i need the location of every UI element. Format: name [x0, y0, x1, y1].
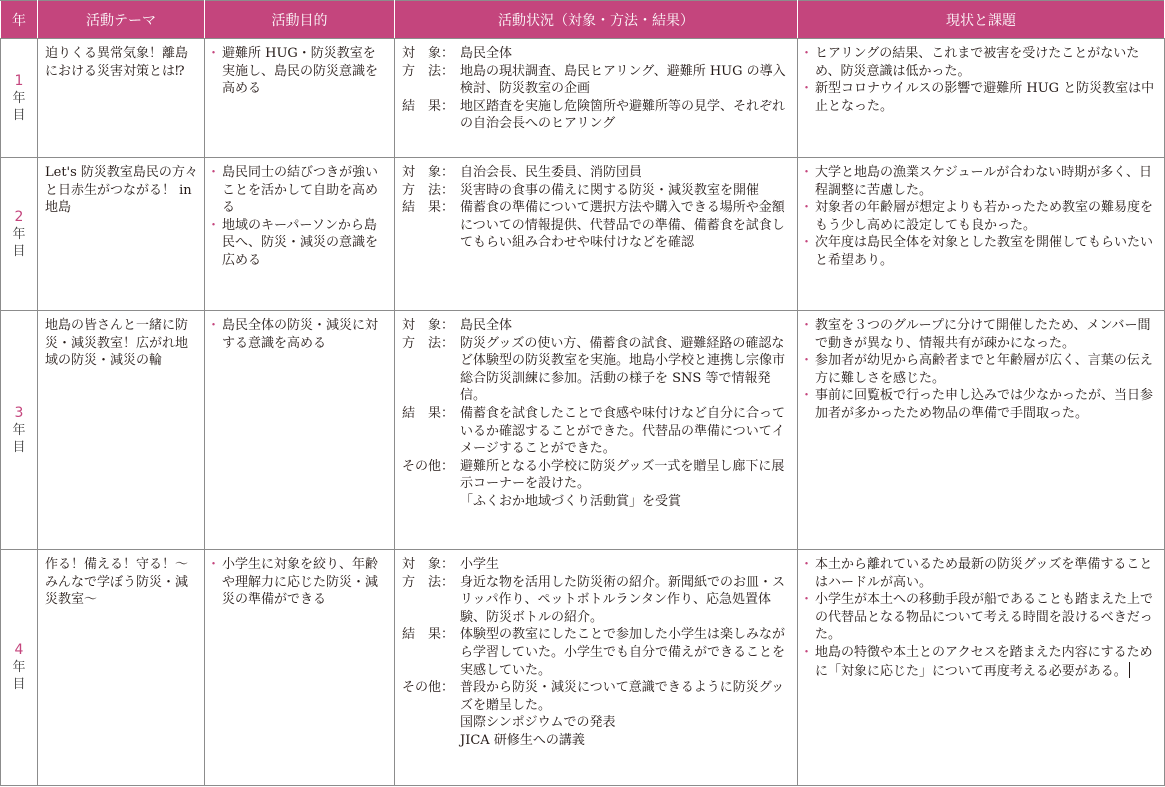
- text-cursor: [1129, 662, 1130, 678]
- year-number: 1: [14, 72, 24, 89]
- issues-cell: [798, 39, 1165, 158]
- table-row: [1, 39, 1165, 158]
- status-value: 備蓄食を試食したことで食感や味付けなど自分に合っているか確認することができた。代替品の準備についてイメージすることができた。: [460, 405, 786, 457]
- issue-item: ・ 地島の特徴や本土とのアクセスを踏まえた内容にするために「対象に応じた」について再度考える必要がある。: [805, 644, 1158, 680]
- issue-item: ・ 教室を３つのグループに分けて開催したため、メンバー間で動きが異なり、情報共有が疎かになった。: [805, 317, 1158, 352]
- status-list: [402, 164, 791, 252]
- purpose-list: [212, 164, 388, 270]
- status-value: 体験型の教室にしたことで参加した小学生は楽しみながら学習していた。小学生でも自分で備えができることを実感していた。: [460, 627, 786, 678]
- status-value: 災害時の食事の備えに関する防災・減災教室を開催: [460, 182, 760, 198]
- year-number: 2: [14, 208, 24, 225]
- year-cell: [1, 39, 38, 158]
- status-list: [402, 45, 791, 133]
- status-key: 対 象：: [402, 46, 455, 61]
- issues-list: [805, 556, 1158, 680]
- issue-item: ・ 参加者が幼児から高齢者までと年齢層が広く、言葉の伝え方に難しさを感じた。: [805, 352, 1158, 387]
- status-value: 普段から防災・減災について意識できるように防災グッズを贈呈した。 国際シンポジウムでの発表 JICA 研修生への講義: [460, 680, 785, 748]
- year-unit-me: 目: [12, 439, 26, 455]
- header-row: [1, 1, 1165, 39]
- issues-cell: [798, 311, 1165, 550]
- theme-text: Let's 防災教室島民の方々と日赤生がつながる！ in 地島: [45, 165, 198, 216]
- issues-list: [805, 317, 1158, 423]
- status-value: 自治会長、民生委員、消防団員: [460, 165, 643, 180]
- table-header: [1, 1, 1165, 39]
- status-key: 結 果：: [402, 405, 455, 421]
- status-value: 島民全体: [460, 318, 513, 333]
- purpose-list: [212, 556, 388, 609]
- purpose-item: ・ 避難所 HUG・防災教室を実施し、島民の防災意識を高める: [212, 45, 388, 98]
- table-body: [1, 39, 1165, 786]
- theme-text: 迫りくる異常気象！離島における災害対策とは⁉: [45, 46, 189, 79]
- theme-cell: [38, 39, 205, 158]
- status-cell: [395, 550, 798, 786]
- issue-item: ・ 大学と地島の漁業スケジュールが合わない時期が多く、日程調整に苦慮した。: [805, 164, 1158, 199]
- year-unit-me: 目: [12, 243, 26, 259]
- issue-item: ・ 小学生が本土への移動手段が船であることも踏まえた上での代替品となる物品について考える時間を設けるべきだった。: [805, 591, 1158, 644]
- issue-item: ・ 事前に回覧板で行った申し込みでは少なかったが、当日参加者が多かったため物品の準備で手間取った。: [805, 387, 1158, 422]
- year-cell: [1, 158, 38, 311]
- status-list: [402, 556, 791, 750]
- issues-list: [805, 164, 1158, 270]
- theme-text: 作る！備える！守る！～みんなで学ぼう防災・減災教室～: [45, 557, 189, 608]
- purpose-item: ・ 地域のキーパーソンから島民へ、防災・減災の意識を広める: [212, 217, 388, 270]
- purpose-cell: [205, 550, 395, 786]
- status-key: 方 法：: [402, 63, 455, 79]
- year-unit-nen: 年: [12, 660, 26, 675]
- theme-cell: [38, 550, 205, 786]
- year-cell: [1, 311, 38, 550]
- year-unit-nen: 年: [12, 422, 26, 438]
- status-key: 方 法：: [402, 182, 455, 198]
- purpose-item: ・ 小学生に対象を絞り、年齢や理解力に応じた防災・減災の準備ができる: [212, 556, 388, 609]
- status-cell: [395, 39, 798, 158]
- purpose-cell: [205, 158, 395, 311]
- purpose-item: ・ 島民同士の結びつきが強いことを活かして自助を高める: [212, 164, 388, 217]
- status-value: 地島の現状調査、島民ヒアリング、避難所 HUG の導入検討、防災教室の企画: [460, 63, 786, 97]
- status-value: 地区踏査を実施し危険箇所や避難所等の見学、それぞれの自治会長へのヒアリング: [460, 98, 786, 132]
- status-key: 結 果：: [402, 200, 455, 216]
- header-year: 年: [1, 1, 38, 39]
- status-key: 対 象：: [402, 165, 455, 180]
- header-status: 活動状況（対象・方法・結果）: [395, 1, 798, 39]
- status-key: 対 象：: [402, 318, 455, 333]
- status-value: 身近な物を活用した防災術の紹介。新聞紙でのお皿・スリッパ作り、ペットボトルランタン作り、応急処置体験、防災ボトルの紹介。: [460, 574, 786, 625]
- status-key: 方 法：: [402, 574, 455, 590]
- status-value: 避難所となる小学校に防災グッズ一式を贈呈し廊下に展示コーナーを設けた。 「ふくおか地域づくり活動賞」を受賞: [460, 458, 785, 509]
- theme-cell: [38, 311, 205, 550]
- status-cell: [395, 311, 798, 550]
- year-number: 4: [14, 642, 24, 658]
- year-cell: [1, 550, 38, 786]
- theme-cell: [38, 158, 205, 311]
- issue-item: ・ 次年度は島民全体を対象とした教室を開催してもらいたいと希望あり。: [805, 234, 1158, 269]
- issue-item: ・ ヒアリングの結果、これまで被害を受けたことがないため、防災意識は低かった。: [805, 45, 1158, 80]
- table-row: [1, 311, 1165, 550]
- status-key: 方 法：: [402, 335, 455, 351]
- purpose-list: [212, 317, 388, 352]
- status-list: [402, 317, 791, 511]
- issue-item: ・ 対象者の年齢層が想定よりも若かったため教室の難易度をもう少し高めに設定しても良かった。: [805, 199, 1158, 234]
- status-cell: [395, 158, 798, 311]
- purpose-list: [212, 45, 388, 98]
- status-key: その他：: [402, 458, 455, 474]
- issue-item: ・ 本土から離れているため最新の防災グッズを準備することはハードルが高い。: [805, 556, 1158, 591]
- issue-item: ・ 新型コロナウイルスの影響で避難所 HUG と防災教室は中止となった。: [805, 80, 1158, 115]
- purpose-cell: [205, 311, 395, 550]
- year-unit-me: 目: [12, 677, 26, 692]
- status-value: 備蓄食の準備について選択方法や購入できる場所や金額についての情報提供、代替品での準備、備蓄食を試食してもらい組み合わせや味付けなどを確認: [460, 200, 785, 251]
- header-issues: 現状と課題: [798, 1, 1165, 39]
- year-unit-nen: 年: [12, 226, 26, 242]
- year-unit-me: 目: [12, 107, 26, 123]
- header-theme: 活動テーマ: [38, 1, 205, 39]
- status-value: 防災グッズの使い方、備蓄食の試食、避難経路の確認など体験型の防災教室を実施。地島小学校と連携し宗像市総合防災訓練に参加。活動の様子を SNS 等で情報発信。: [460, 335, 786, 404]
- issues-cell: [798, 550, 1165, 786]
- year-unit-nen: 年: [12, 90, 26, 106]
- issues-list: [805, 45, 1158, 115]
- status-value: 島民全体: [460, 46, 513, 61]
- purpose-item: ・ 島民全体の防災・減災に対する意識を高める: [212, 317, 388, 352]
- status-key: 対 象：: [402, 557, 455, 572]
- issues-cell: [798, 158, 1165, 311]
- theme-text: 地島の皆さんと一緒に防災・減災教室！広がれ地域の防災・減災の輪: [45, 318, 189, 369]
- status-key: 結 果：: [402, 627, 455, 643]
- status-key: その他：: [402, 680, 455, 696]
- status-key: 結 果：: [402, 98, 455, 114]
- purpose-cell: [205, 39, 395, 158]
- table-row: [1, 158, 1165, 311]
- table-row: [1, 550, 1165, 786]
- year-number: 3: [14, 404, 24, 421]
- header-purpose: 活動目的: [205, 1, 395, 39]
- status-value: 小学生: [460, 557, 500, 572]
